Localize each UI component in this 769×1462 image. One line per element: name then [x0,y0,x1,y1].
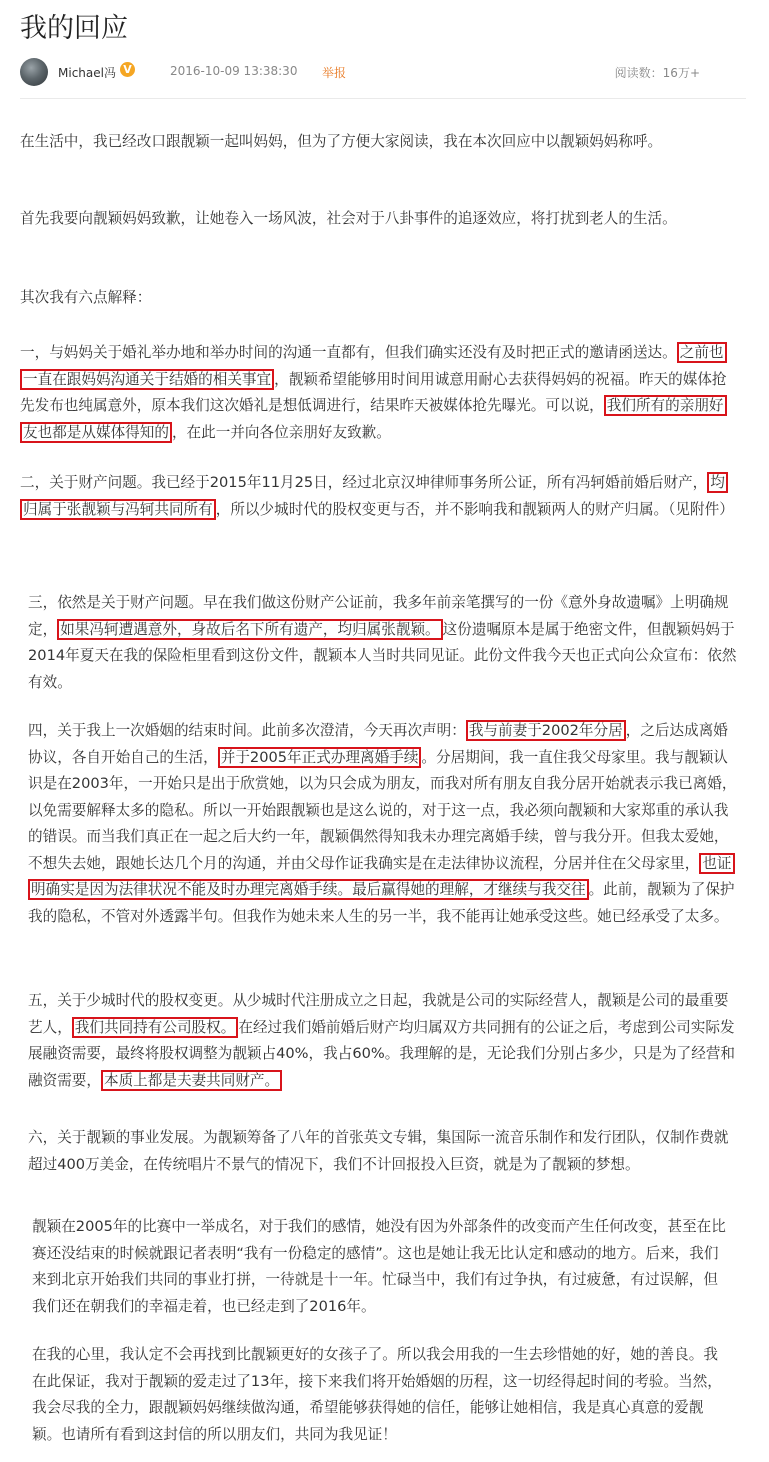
paragraph [28,988,740,1094]
paragraph [28,590,740,696]
paragraph-text: 在生活中，我已经改口跟靓颖一起叫妈妈，但为了方便大家阅读，我在本次回应中以靓颖妈妈称呼。 [20,133,663,150]
highlighted-text: 如果冯轲遭遇意外，身故后名下所有遗产，均归属张靓颖。 [57,619,442,640]
paragraph [32,1342,732,1448]
paragraph-text: 五，关于少城时代的股权变更。从少城时代注册成立之日起，我就是公司的实际经营人，靓颖是公司的最重要艺人， [28,992,729,1036]
paragraph-text: ，所以少城时代的股权变更与否，并不影响我和靓颖两人的财产归属。（见附件） [215,500,734,518]
report-link[interactable]: 举报 [322,66,347,80]
paragraph-text: 四，关于我上一次婚姻的结束时间。此前多次澄清，今天再次声明： [28,722,466,739]
author-name[interactable]: Michael冯 [58,66,116,80]
paragraph-text: 这份遗嘱原本是属于绝密文件，但靓颖妈妈于2014年夏天在我的保险柜里看到这份文件，靓颖本人当时共同见证。此份文件我今天也正式向公众宣布：依然有效。 [28,620,737,691]
highlighted-text: 本质上都是夫妻共同财产。 [101,1070,282,1091]
paragraph [20,340,736,446]
paragraph-text: 首先我要向靓颖妈妈致歉，让她卷入一场风波，社会对于八卦事件的追逐效应，将打扰到老人的生活。 [20,210,677,227]
paragraph-text: 三，依然是关于财产问题。早在我们做这份财产公证前，我多年前亲笔撰写的一份《意外身故遗嘱》上明确规定， [28,594,729,638]
verified-badge-icon: V [120,62,135,77]
paragraph [28,1125,740,1178]
paragraph [32,1214,732,1320]
paragraph [28,718,740,930]
highlighted-text: 均归属于张靓颖与冯轲共同所有 [20,472,728,520]
page-title: 我的回应 [20,13,128,44]
paragraph-text: 在我的心里，我认定不会再找到比靓颖更好的女孩子了。所以我会用我的一生去珍惜她的好，她的善良。我在此保证，我对于靓颖的爱走过了13年，接下来我们将开始婚姻的历程，这一切经得起时间的考验。当然，我会尽我的全力，跟靓颖妈妈继续做沟通，希望能够获得她的信任，能够让她相信，我是真心真意的爱靓颖。也请所有看到这封信的所以朋友们，共同为我见证！ [32,1346,722,1443]
paragraph-text: 。此前，靓颖为了保护我的隐私，不管对外透露半句。但我作为她未来人生的另一半，我不能再让她承受这些。她已经承受了太多。 [28,881,735,925]
highlighted-text: 我们所有的亲朋好友也都是从媒体得知的 [20,395,727,443]
paragraph-text: ，之后达成离婚协议，各自开始自己的生活， [28,722,728,766]
view-count: 阅读数：16万+ [614,66,700,80]
paragraph-text: 在经过我们婚前婚后财产均归属双方共同拥有的公证之后，考虑到公司实际发展融资需要，最终将股权调整为靓颖占40%，我占60%。我理解的是，无论我们分别占多少，只是为了经营和融资需要， [28,1018,736,1089]
paragraph-text: 六，关于靓颖的事业发展。为靓颖筹备了八年的首张英文专辑，集国际一流音乐制作和发行团队，仅制作费就超过400万美金，在传统唱片不景气的情况下，我们不计回报投入巨资，就是为了靓颖的梦想。 [28,1129,729,1173]
paragraph-text: ，靓颖希望能够用时间用诚意用耐心去获得妈妈的祝福。昨天的媒体抢先发布也纯属意外，原本我们这次婚礼是想低调进行，结果昨天被媒体抢先曝光。可以说， [20,370,727,414]
highlighted-text: 之前也一直在跟妈妈沟通关于结婚的相关事宜 [20,342,727,390]
paragraph [20,285,736,312]
paragraph-text: 一，与妈妈关于婚礼举办地和举办时间的沟通一直都有，但我们确实还没有及时把正式的邀请函送达。 [20,344,677,361]
paragraph-text: 二，关于财产问题。我已经于2015年11月25日，经过北京汉坤律师事务所公证，所有冯轲婚前婚后财产， [20,474,708,491]
highlighted-text: 并于2005年正式办理离婚手续 [218,747,422,768]
paragraph-text: 。分居期间，我一直住我父母家里。我与靓颖认识是在2003年，一开始只是出于欣赏她，以为只会成为朋友，而我对所有朋友自我分居开始就表示我已离婚，以免需要解释太多的隐私。所以一开始跟靓颖也是这么说的，对于这一点，我必须向靓颖和大家郑重的承认我的错误。而当我们真正在一起之后大约一年，靓颖偶然得知我未办理完离婚手续，曾与我分开。但我太爱她，不想失去她，跟她长达几个月的沟通，并由父母作证我确实是在走法律协议流程，分居并住在父母家里， [28,748,737,872]
paragraph-text: 其次我有六点解释： [20,289,152,306]
paragraph-text: ，在此一并向各位亲朋好友致歉。 [171,423,391,441]
paragraph [20,129,736,156]
post-date: 2016-10-09 13:38:30 [170,64,298,78]
highlighted-text: 也证明确实是因为法律状况不能及时办理完离婚手续。最后赢得她的理解，才继续与我交往 [28,853,735,901]
avatar[interactable] [20,58,48,86]
paragraph-text: 靓颖在2005年的比赛中一举成名，对于我们的感情，她没有因为外部条件的改变而产生任何改变，甚至在比赛还没结束的时候就跟记者表明“我有一份稳定的感情”。这也是她让我无比认定和感动的地方。后来，我们来到北京开始我们共同的事业打拼，一待就是十一年。忙碌当中，我们有过争执，有过疲惫，有过误解，但我们还在朝我们的幸福走着，也已经走到了2016年。 [32,1218,726,1315]
highlighted-text: 我与前妻于2002年分居 [466,720,626,741]
divider [20,98,746,99]
post-meta [20,56,750,88]
paragraph [20,470,736,523]
paragraph [20,206,736,233]
highlighted-text: 我们共同持有公司股权。 [72,1017,239,1038]
